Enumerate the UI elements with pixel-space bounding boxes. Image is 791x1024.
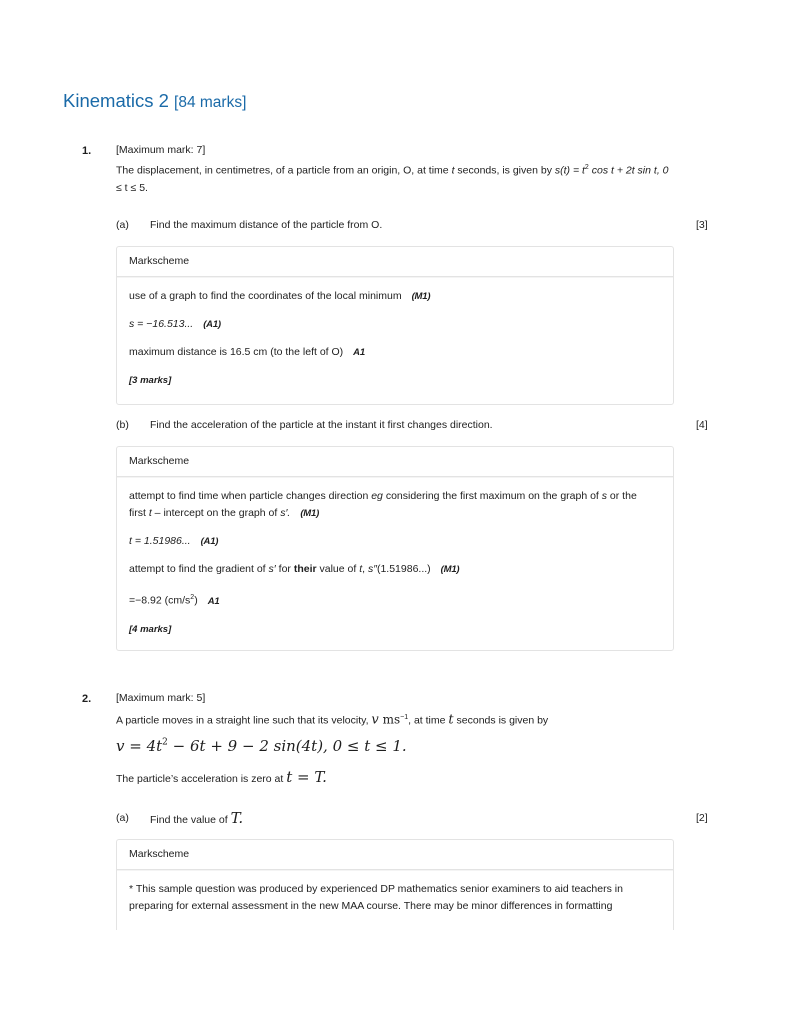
markscheme-total: [4 marks]: [129, 623, 172, 635]
q1-part-a-text: Find the maximum distance of the particle from O.: [150, 219, 383, 231]
title-text: Kinematics 2: [63, 90, 169, 111]
markscheme-line: [129, 561, 661, 578]
markscheme-body: [117, 477, 673, 638]
q1-stem-formula: s(t) = t: [554, 164, 585, 177]
q2-stem-part: , at time: [408, 714, 449, 727]
mark-code: (M1): [300, 508, 320, 519]
part-text: Find the value of: [150, 814, 231, 826]
q2-stem-part: A particle moves in a straight line such that its velocity,: [116, 714, 372, 727]
statement-math: t = T.: [286, 768, 327, 786]
markscheme-eg: eg: [371, 490, 383, 502]
markscheme-line: [129, 288, 661, 305]
markscheme-heading: Markscheme: [117, 840, 673, 870]
q1-stem-sup: 2: [584, 164, 589, 171]
markscheme-heading: Markscheme: [117, 447, 673, 477]
statement-text: The particle’s acceleration is zero at: [116, 773, 287, 785]
markscheme-body: [117, 870, 673, 915]
markscheme-text: ,: [362, 563, 368, 575]
markscheme-note: [129, 881, 661, 915]
q1-part-b-text: Find the acceleration of the particle at the instant it first changes direction.: [150, 419, 493, 431]
q1-stem-part: seconds, is given by: [454, 164, 555, 177]
note-line: preparing for external assessment in the new MAA course. There may be minor differences in formatting: [129, 900, 613, 912]
q2-part-a-label: (a): [116, 812, 129, 824]
q2-acceleration-statement: [116, 768, 327, 786]
equation-text: v = 4t: [116, 737, 163, 755]
markscheme-var: t: [359, 563, 363, 575]
markscheme-line: [129, 344, 661, 361]
mark-code: (M1): [411, 291, 431, 302]
markscheme-text: =−8.92 (cm/s: [129, 594, 191, 607]
part-math: T.: [230, 809, 244, 827]
question-1-stem: [116, 142, 676, 197]
markscheme-sup: 2: [190, 594, 195, 601]
markscheme-line: [129, 488, 661, 522]
markscheme-var: t: [148, 507, 152, 519]
equation-text: − 6t + 9 − 2 sin(4t), 0 ≤ t ≤ 1.: [167, 737, 407, 755]
mark-code: A1: [353, 347, 365, 358]
equation-sup: 2: [162, 737, 168, 748]
q1-stem-part: The displacement, in centimetres, of a particle from an origin, O, at time: [116, 164, 452, 177]
markscheme-text: value of: [316, 563, 360, 575]
q1-stem-formula-rest: cos t + 2t sin t, 0: [588, 164, 669, 177]
q2-part-a-markscheme: [116, 839, 674, 930]
title-total-marks: [84 marks]: [174, 94, 247, 111]
note-line: * This sample question was produced by experienced DP mathematics senior examiners to aid teachers in: [129, 883, 623, 895]
markscheme-text: (1.51986...): [376, 563, 431, 575]
markscheme-var: s′: [268, 563, 276, 575]
markscheme-line: [129, 533, 661, 550]
markscheme-text: attempt to find the gradient of: [129, 563, 269, 575]
markscheme-text: considering the first maximum on the graph of: [382, 490, 602, 502]
markscheme-text: ): [194, 594, 198, 607]
question-2-stem: [116, 690, 676, 730]
markscheme-total: [3 marks]: [129, 375, 172, 386]
q1-part-b-markscheme: [116, 446, 674, 651]
q1-stem-var: t: [451, 164, 455, 177]
markscheme-text: or the: [607, 490, 637, 502]
mark-code: A1: [207, 595, 220, 607]
question-1-number: 1.: [82, 145, 92, 157]
question-1-max-mark: [Maximum mark: 7]: [116, 144, 206, 156]
markscheme-text: attempt to find time when particle changes direction: [129, 490, 372, 502]
markscheme-text: first: [129, 507, 149, 519]
q2-stem-unit: ms: [378, 712, 401, 727]
q1-part-a-label: (a): [116, 219, 129, 231]
markscheme-text: for: [275, 563, 294, 575]
question-1-text: [116, 159, 676, 180]
page-title: [63, 90, 246, 112]
markscheme-heading: Markscheme: [117, 247, 673, 277]
markscheme-emphasis: their: [293, 563, 317, 575]
mark-code: (M1): [440, 564, 460, 575]
q1-part-a-marks: [3]: [696, 219, 708, 231]
markscheme-line: [129, 589, 661, 610]
q2-stem-sup: −1: [400, 714, 409, 721]
question-2-number: 2.: [82, 693, 92, 705]
question-2-text: [116, 709, 676, 730]
q2-stem-part: seconds is given by: [453, 714, 549, 727]
markscheme-body: [117, 277, 673, 389]
markscheme-var: s: [601, 490, 608, 502]
q2-stem-var: t: [448, 712, 454, 728]
markscheme-text: t = 1.51986...: [129, 535, 191, 547]
q2-part-a-text: [150, 809, 243, 827]
q2-part-a-marks: [2]: [696, 812, 708, 824]
question-1-range: ≤ t ≤ 5.: [116, 181, 148, 194]
markscheme-var: s″: [367, 563, 377, 575]
mark-code: (A1): [203, 319, 221, 330]
mark-code: (A1): [200, 536, 219, 547]
q1-part-b-marks: [4]: [696, 419, 708, 431]
markscheme-line: [129, 316, 661, 333]
q2-stem-var: v: [371, 712, 379, 728]
markscheme-text: maximum distance is 16.5 cm (to the left of O): [129, 346, 344, 358]
markscheme-text: s = −16.513...: [129, 318, 194, 330]
markscheme-text: use of a graph to find the coordinates of the local minimum: [129, 290, 402, 302]
q2-velocity-equation: [116, 737, 407, 756]
q1-part-a-markscheme: [116, 246, 674, 405]
question-2-max-mark: [Maximum mark: 5]: [116, 692, 206, 704]
markscheme-text: – intercept on the graph of: [151, 507, 281, 519]
markscheme-var: s′.: [280, 507, 291, 519]
q1-part-b-label: (b): [116, 419, 129, 431]
